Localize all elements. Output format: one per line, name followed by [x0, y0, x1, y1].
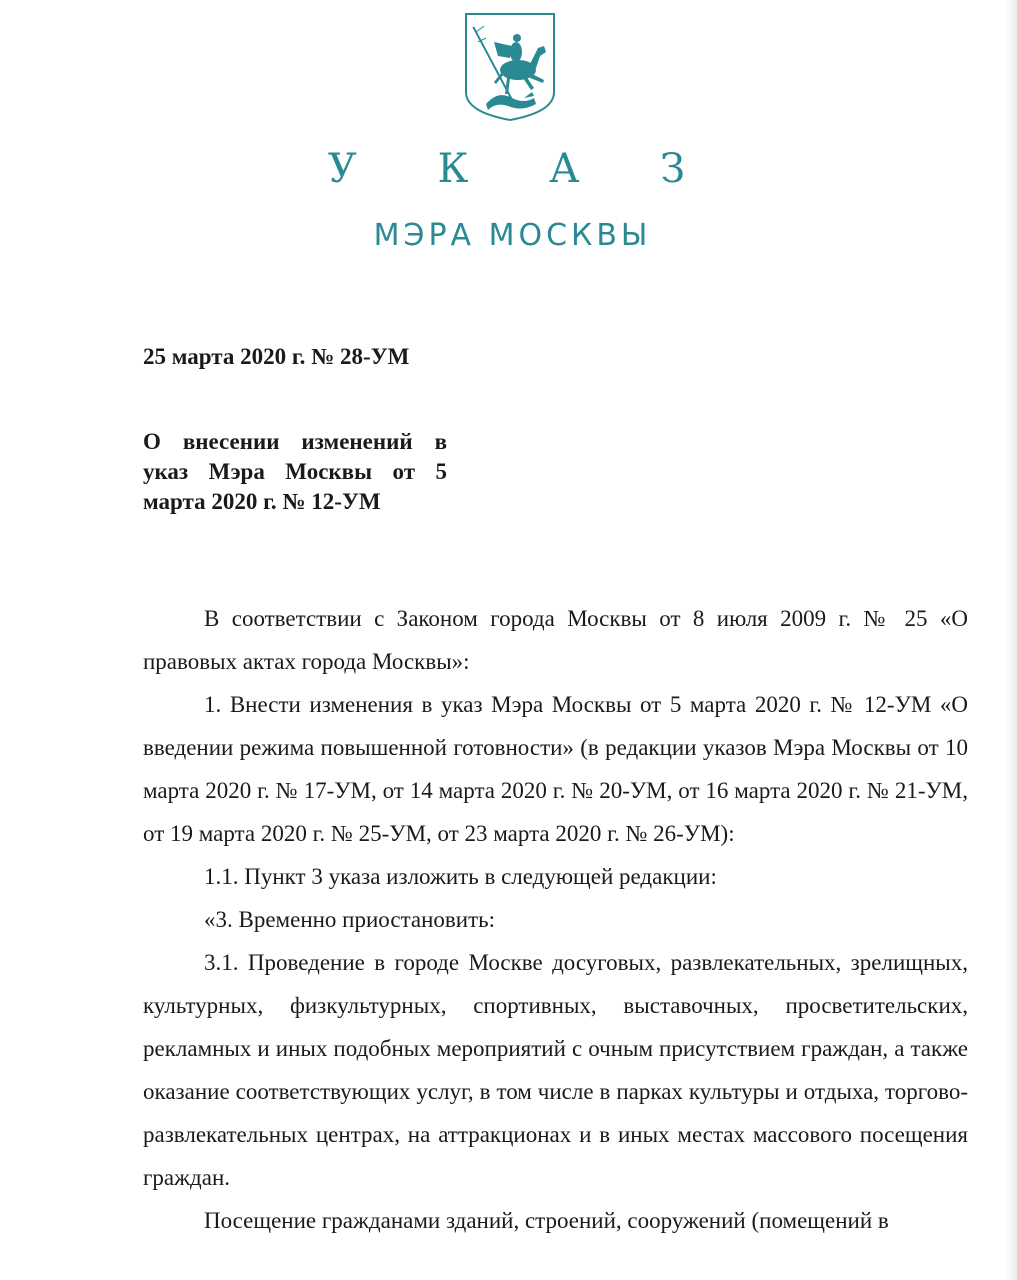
document-date-number: 25 марта 2020 г. № 28-УМ	[143, 344, 410, 369]
document-subject	[143, 427, 447, 517]
paragraph-item-3: «3. Временно приостановить:	[204, 907, 496, 932]
document-body	[143, 597, 968, 1242]
subject-line: марта 2020 г. № 12-УМ	[143, 489, 381, 514]
paragraph-visits: Посещение гражданами зданий, строений, сооружений (помещений в	[204, 1208, 889, 1233]
paragraph-item-3-1: 3.1. Проведение в городе Москве досуговых, развлекательных, зрелищных, культурных, физкультурных, спортивных, выставочных, просветительских, рекламных и иных подобных мероприятий с очным присутствием граждан, а также оказание соответствующих услуг, в том числе в парках культуры и отдыха, торгово-развлекательных центрах, на аттракционах и в иных местах массового посещения граждан.	[143, 950, 968, 1190]
page-edge-shadow	[1005, 0, 1017, 1280]
paragraph-item-1-1: 1.1. Пункт 3 указа изложить в следующей редакции:	[204, 864, 717, 889]
paragraph-item-1: 1. Внести изменения в указ Мэра Москвы от 5 марта 2020 г. № 12-УМ «О введении режима повышенной готовности» (в редакции указов Мэра Москвы от 10 марта 2020 г. № 17-УМ, от 14 марта 2020 г. № 20-УМ, от 16 марта 2020 г. № 21-УМ, от 19 марта 2020 г. № 25-УМ, от 23 марта 2020 г. № 26-УМ):	[143, 692, 968, 846]
document-type-title: У К А З	[327, 146, 720, 192]
paragraph-preamble: В соответствии с Законом города Москвы от 8 июля 2009 г. № 25 «О правовых актах города Москвы»:	[143, 606, 968, 674]
moscow-coat-of-arms-icon	[464, 12, 556, 122]
subject-line: указ Мэра Москвы от 5	[143, 459, 447, 484]
issuer-title: МЭРА МОСКВЫ	[373, 218, 652, 253]
subject-line: О внесении изменений в	[143, 429, 447, 454]
